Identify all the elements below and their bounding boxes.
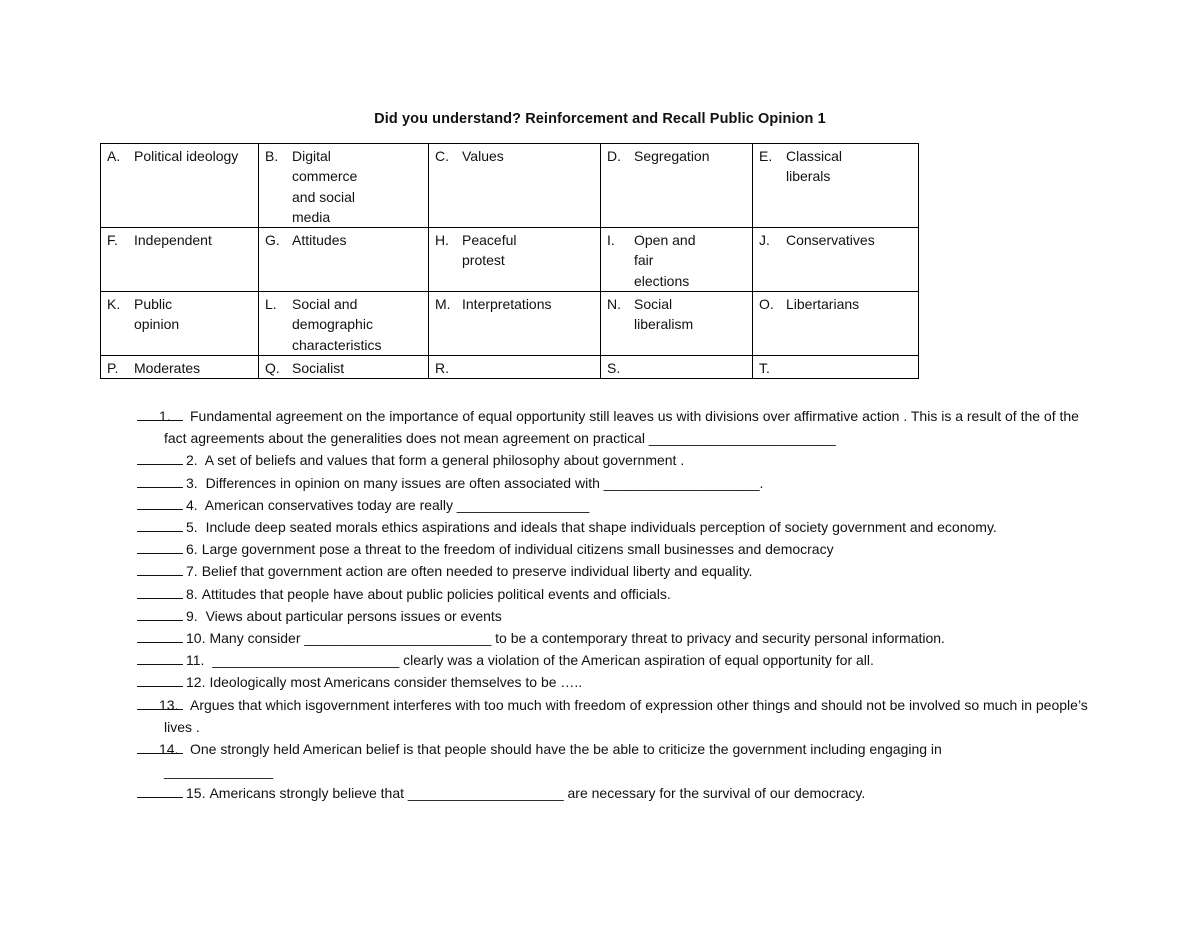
answer-blank[interactable] [137,672,183,687]
term-letter: P. [107,359,119,376]
term-text: Public opinion [134,296,180,333]
term-text: Socialist [292,359,345,376]
question-12 [137,671,1097,693]
term-letter: A. [107,148,121,164]
term-cell-k [101,292,259,356]
term-cell-h [429,228,601,292]
term-letter: B. [265,148,279,164]
term-text: Conservatives [786,232,875,249]
term-cell-r [429,355,601,378]
term-letter: J. [759,232,770,249]
term-letter: L. [265,296,277,313]
question-text: Argues that which isgovernment interferes with too much with freedom of expression other things and should not be involved so much in people’s lives . [164,696,1088,735]
term-letter: H. [435,232,449,249]
term-text: Classical liberals [786,148,843,185]
term-text: Attitudes [292,232,347,249]
term-cell-e [753,144,919,228]
term-text: Independent [134,232,212,249]
term-text: Open and fair elections [634,232,696,289]
answer-blank[interactable] [137,783,183,798]
term-cell-m [429,292,601,356]
question-list [137,405,1097,805]
answer-blank[interactable] [137,473,183,488]
answer-blank[interactable] [137,628,183,643]
term-cell-i [601,228,753,292]
term-text: Segregation [634,148,710,164]
term-letter: D. [607,148,621,164]
term-text [634,358,750,378]
question-number: 4. [186,496,198,513]
term-text: Libertarians [786,296,860,313]
question-text: ________________________ clearly was a violation of the American aspiration of equal opportunity for all. [208,652,874,669]
terms-row [101,228,919,292]
question-5 [137,516,1097,538]
question-4 [137,494,1097,516]
term-letter: C. [435,148,449,164]
question-11 [137,649,1097,671]
term-text: Social and demographic characteristics [292,296,382,353]
term-cell-o [753,292,919,356]
term-letter: N. [607,296,621,313]
answer-blank[interactable] [137,539,183,554]
term-letter: F. [107,232,118,249]
question-1: 1. Fundamental agreement on the importance of equal opportunity still leaves us with divisions over affirmative action . This is a result of the of the fact agreements about the generalities does not mean agreement on practical ________________________ [137,405,1097,449]
term-cell-q [259,355,429,378]
term-letter: G. [265,232,280,249]
question-number: 15. [186,785,206,802]
question-text: One strongly held American belief is that people should have the be able to criticize the government including engaging in ______________ [164,741,942,780]
terms-table [100,143,919,379]
answer-blank[interactable] [137,584,183,599]
term-cell-s [601,355,753,378]
term-letter: E. [759,148,773,164]
question-text: Differences in opinion on many issues are often associated with ____________________. [201,474,764,491]
answer-blank[interactable] [137,561,183,576]
question-10 [137,627,1097,649]
term-text: Moderates [134,359,201,376]
term-cell-d [601,144,753,228]
question-text: Views about particular persons issues or events [201,607,502,624]
question-number: 11. [186,652,205,669]
term-cell-n [601,292,753,356]
question-3 [137,472,1097,494]
term-cell-j [753,228,919,292]
question-number: 6. [186,541,198,558]
term-text: Values [462,148,504,164]
term-cell-l [259,292,429,356]
question-text: Ideologically most Americans consider themselves to be ….. [209,674,583,691]
answer-blank[interactable] [137,495,183,510]
question-text: Include deep seated morals ethics aspirations and ideals that shape individuals perception of society government and economy. [201,519,997,536]
question-13: 13. Argues that which isgovernment interferes with too much with freedom of expression other things and should not be involved so much in people’s lives . [137,694,1097,738]
question-text: Attitudes that people have about public policies political events and officials. [201,585,671,602]
answer-blank[interactable] [137,606,183,621]
term-cell-b [259,144,429,228]
answer-blank[interactable] [137,450,183,465]
term-letter: R. [435,359,449,376]
question-number: 2. [186,452,198,469]
question-number: 12. [186,674,206,691]
question-14: 14. One strongly held American belief is that people should have the be able to criticize the government including engaging in ______________ [137,738,1097,782]
question-8 [137,583,1097,605]
term-text: Interpretations [462,296,552,313]
question-text: Fundamental agreement on the importance of equal opportunity still leaves us with divisions over affirmative action . This is a result of the of the fact agreements about the generalities does not mean agreement on practical ________________________ [164,408,1079,447]
term-letter: I. [607,232,615,249]
term-text: Digital commerce and social media [292,148,358,225]
question-text: Belief that government action are often needed to preserve individual liberty and equality. [201,563,753,580]
term-cell-f [101,228,259,292]
question-9 [137,605,1097,627]
question-2 [137,449,1097,471]
terms-row [101,144,919,228]
answer-blank[interactable] [137,517,183,532]
answer-blank[interactable] [137,650,183,665]
question-text: Americans strongly believe that ____________________ are necessary for the survival of our democracy. [209,785,866,802]
question-number: 8. [186,585,198,602]
term-cell-t [753,355,919,378]
term-cell-a [101,144,259,228]
terms-row [101,292,919,356]
question-text: Large government pose a threat to the freedom of individual citizens small businesses and democracy [201,541,834,558]
term-text [462,358,598,378]
term-letter: T. [759,359,770,376]
term-cell-p [101,355,259,378]
terms-row [101,355,919,378]
term-letter: Q. [265,359,280,376]
term-letter: K. [107,296,121,313]
question-number: 3. [186,474,198,491]
term-text: Peaceful protest [462,232,517,269]
term-text [786,358,916,378]
question-6 [137,538,1097,560]
question-text: American conservatives today are really _________________ [201,496,590,513]
term-letter: S. [607,359,621,376]
term-text: Political ideology [134,148,239,164]
question-7 [137,560,1097,582]
question-15 [137,782,1097,804]
question-number: 7. [186,563,198,580]
question-text: A set of beliefs and values that form a general philosophy about government . [201,452,685,469]
term-text: Social liberalism [634,296,694,333]
question-text: Many consider ________________________ to be a contemporary threat to privacy and security personal information. [209,630,945,647]
term-letter: O. [759,296,774,313]
term-cell-g [259,228,429,292]
question-number: 5. [186,519,198,536]
question-number: 9. [186,607,198,624]
term-cell-c [429,144,601,228]
page-title: Did you understand? Reinforcement and Recall Public Opinion 1 [374,111,826,127]
question-number: 10. [186,630,206,647]
term-letter: M. [435,296,451,313]
